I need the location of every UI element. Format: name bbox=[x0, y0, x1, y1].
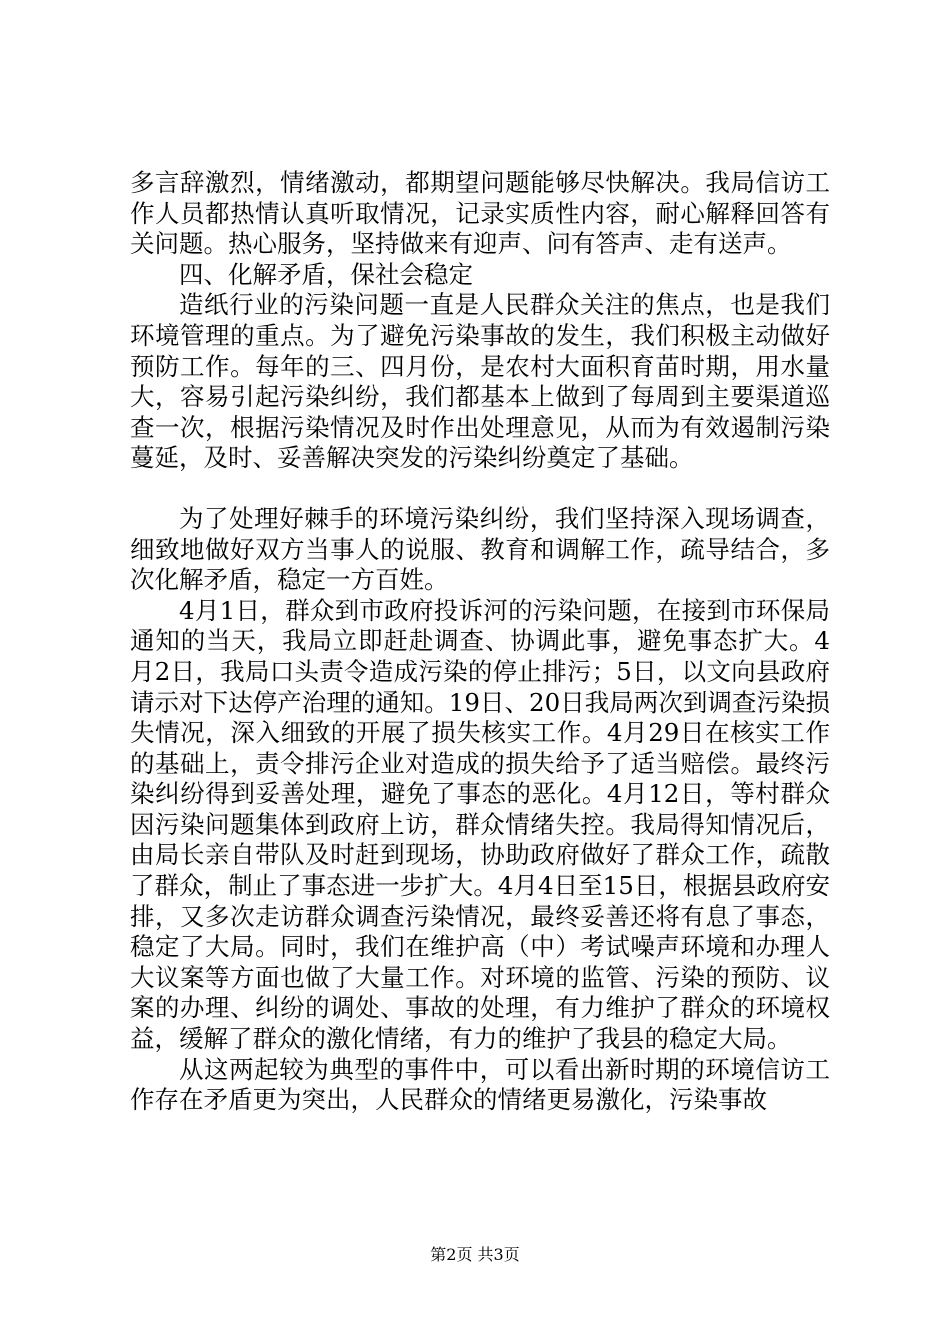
paragraph-april-events: 4月1日，群众到市政府投诉河的污染问题，在接到市环保局通知的当天，我局立即赶赴调查、协调此事，避免事态扩大。4月2日，我局口头责令造成污染的停止排污；5日，以文向县政府请示对下达停产治理的通知。19日、20日我局两次到调查污染损失情况，深入细致的开展了损失核实工作。4月29日在核实工作的基础上，责令排污企业对造成的损失给予了适当赔偿。最终污染纠纷得到妥善处理，避免了事态的恶化。4月12日，等村群众因污染问题集体到政府上访，群众情绪失控。我局得知情况后，由局长亲自带队及时赶到现场，协助政府做好了群众工作，疏散了群众，制止了事态进一步扩大。4月4日至15日，根据县政府安排，又多次走访群众调查污染情况，最终妥善还将有息了事态，稳定了大局。同时，我们在维护高（中）考试噪声环境和办理人大议案等方面也做了大量工作。对环境的监管、污染的预防、议案的办理、纠纷的调处、事故的处理，有力维护了群众的环境权益，缓解了群众的激化情绪，有力的维护了我县的稳定大局。 bbox=[130, 595, 830, 1054]
section-heading-four: 四、化解矛盾，保社会稳定 bbox=[179, 259, 473, 289]
page-number-footer: 第2页 共3页 bbox=[430, 1245, 520, 1264]
paragraph-prevention: 造纸行业的污染问题一直是人民群众关注的焦点，也是我们环境管理的重点。为了避免污染事故的发生，我们积极主动做好预防工作。每年的三、四月份，是农村大面积育苗时期，用水量大，容易引起污染纠纷，我们都基本上做到了每周到主要渠道巡查一次，根据污染情况及时作出处理意见，从而为有效遏制污染蔓延，及时、妥善解决突发的污染纠纷奠定了基础。 bbox=[130, 290, 830, 473]
paragraph-conclusion: 从这两起较为典型的事件中，可以看出新时期的环境信访工作存在矛盾更为突出，人民群众的情绪更易激化，污染事故 bbox=[130, 1054, 830, 1115]
paragraph-continued: 多言辞激烈，情绪激动，都期望问题能够尽快解决。我局信访工作人员都热情认真听取情况，记录实质性内容，耐心解释回答有关问题。热心服务，坚持做来有迎声、问有答声、走有送声。 bbox=[130, 168, 830, 259]
document-body bbox=[130, 168, 830, 1116]
paragraph-mediation: 为了处理好棘手的环境污染纠纷，我们坚持深入现场调查，细致地做好双方当事人的说服、教育和调解工作，疏导结合，多次化解矛盾，稳定一方百姓。 bbox=[130, 503, 830, 595]
